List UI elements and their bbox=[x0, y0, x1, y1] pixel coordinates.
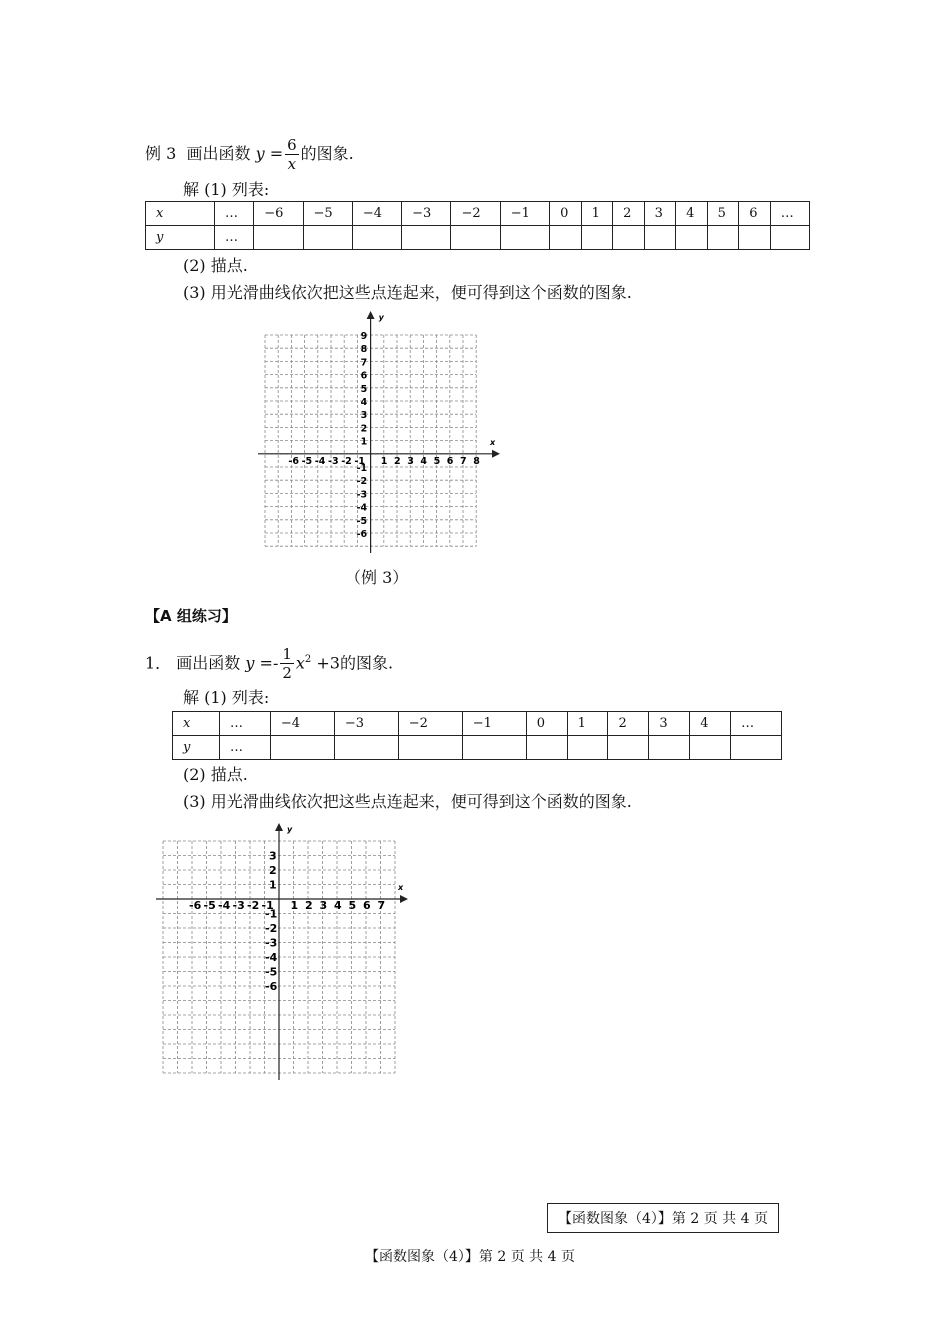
y-tick-label: 6 bbox=[360, 370, 368, 382]
table-cell: 0 bbox=[550, 202, 582, 226]
example3-caption: （例 3） bbox=[345, 568, 409, 587]
x-tick-label: -1 bbox=[354, 455, 365, 467]
table-cell bbox=[270, 736, 334, 760]
exercise1-denominator: 2 bbox=[282, 664, 292, 683]
y-axis-label: y bbox=[378, 313, 384, 322]
table-cell: −2 bbox=[398, 712, 462, 736]
example3-y-row bbox=[146, 226, 810, 250]
table-cell bbox=[398, 736, 462, 760]
y-tick-label: -1 bbox=[265, 907, 278, 921]
table-cell: −3 bbox=[402, 202, 451, 226]
x-tick-label: -4 bbox=[218, 899, 231, 912]
table-cell bbox=[739, 226, 771, 250]
exercise1-equals: =- bbox=[259, 653, 279, 673]
table-row-header-x: x bbox=[173, 712, 220, 736]
table-cell: 2 bbox=[608, 712, 649, 736]
section-a-title: 【A 组练习】 bbox=[145, 607, 237, 625]
table-cell: 3 bbox=[649, 712, 690, 736]
table-cell bbox=[526, 736, 567, 760]
footer-page-box: 【函数图象（4）】第 2 页 共 4 页 bbox=[547, 1203, 779, 1233]
table-cell: … bbox=[220, 712, 271, 736]
table-cell: 4 bbox=[676, 202, 708, 226]
y-tick-label: -2 bbox=[356, 476, 368, 488]
table-cell: … bbox=[770, 202, 809, 226]
exercise1-coordinate-grid bbox=[150, 818, 420, 1083]
table-cell: … bbox=[731, 712, 782, 736]
example3-denominator: x bbox=[287, 155, 297, 173]
x-tick-label: -2 bbox=[247, 899, 260, 912]
exercise1-x-row bbox=[173, 712, 782, 736]
table-cell bbox=[731, 736, 782, 760]
y-tick-label: 3 bbox=[269, 849, 277, 863]
x-tick-label: 4 bbox=[420, 455, 428, 467]
example3-label: 例 3 bbox=[145, 144, 177, 163]
table-cell: 3 bbox=[644, 202, 676, 226]
table-cell: 5 bbox=[707, 202, 739, 226]
table-cell: −2 bbox=[451, 202, 500, 226]
y-axis-arrow-icon bbox=[275, 823, 283, 831]
table-cell bbox=[770, 226, 809, 250]
exercise1-heading bbox=[145, 640, 394, 683]
x-tick-label: 2 bbox=[305, 899, 313, 912]
table-cell bbox=[451, 226, 500, 250]
exercise1-suffix: 的图象. bbox=[339, 653, 394, 673]
exercise1-prefix: 画出函数 bbox=[176, 653, 241, 673]
table-cell bbox=[352, 226, 401, 250]
x-tick-label: 3 bbox=[407, 455, 414, 467]
y-tick-label: 4 bbox=[360, 397, 368, 408]
y-tick-label: -3 bbox=[265, 936, 278, 950]
table-cell bbox=[567, 736, 608, 760]
example3-suffix: 的图象. bbox=[300, 144, 354, 163]
exercise1-label: 1． bbox=[145, 653, 172, 673]
table-row-header-x: x bbox=[146, 202, 215, 226]
x-tick-label: 8 bbox=[473, 455, 480, 467]
y-tick-label: -6 bbox=[356, 529, 368, 540]
x-tick-label: -4 bbox=[314, 455, 326, 467]
table-cell bbox=[613, 226, 645, 250]
table-cell: 4 bbox=[690, 712, 731, 736]
example3-step2: (2) 描点. bbox=[183, 256, 248, 275]
x-tick-label: 6 bbox=[446, 455, 454, 467]
y-axis-arrow-icon bbox=[367, 311, 375, 319]
x-tick-label: -5 bbox=[203, 899, 216, 912]
table-cell: −1 bbox=[462, 712, 526, 736]
table-cell: −3 bbox=[334, 712, 398, 736]
x-axis-arrow-icon bbox=[492, 450, 500, 458]
exercise1-step2: (2) 描点. bbox=[183, 765, 248, 784]
example3-value-table bbox=[145, 201, 810, 250]
exercise1-fraction bbox=[280, 645, 294, 682]
table-cell: … bbox=[215, 226, 254, 250]
exercise1-y-row bbox=[173, 736, 782, 760]
y-tick-label: -5 bbox=[265, 965, 278, 979]
table-cell bbox=[303, 226, 352, 250]
example3-numerator: 6 bbox=[287, 136, 297, 154]
y-tick-label: -5 bbox=[356, 515, 368, 527]
table-cell: 6 bbox=[739, 202, 771, 226]
example3-step1: 解 (1) 列表: bbox=[183, 180, 270, 199]
y-axis-label: y bbox=[287, 825, 293, 834]
x-tick-label: 7 bbox=[377, 899, 386, 912]
table-cell bbox=[334, 736, 398, 760]
y-tick-label: 1 bbox=[269, 878, 277, 892]
y-tick-label: -1 bbox=[356, 463, 368, 474]
exercise1-x-var: x bbox=[295, 653, 305, 673]
table-cell bbox=[550, 226, 582, 250]
exercise1-value-table bbox=[172, 711, 782, 760]
x-tick-label: 1 bbox=[380, 455, 388, 467]
exercise1-exponent: 2 bbox=[304, 654, 312, 665]
table-cell: 0 bbox=[526, 712, 567, 736]
y-tick-label: -6 bbox=[265, 980, 278, 993]
table-cell: … bbox=[220, 736, 271, 760]
table-cell bbox=[500, 226, 549, 250]
table-cell: … bbox=[215, 202, 254, 226]
x-tick-label: 5 bbox=[433, 455, 441, 467]
table-row-header-y: y bbox=[146, 226, 215, 250]
example3-y-var: y bbox=[255, 144, 265, 163]
example3-x-row bbox=[146, 202, 810, 226]
example3-prefix: 画出函数 bbox=[186, 144, 251, 163]
table-cell bbox=[581, 226, 613, 250]
x-tick-label: -5 bbox=[301, 455, 313, 467]
footer-page-number: 【函数图象（4）】第 2 页 共 4 页 bbox=[365, 1249, 575, 1265]
table-cell bbox=[254, 226, 303, 250]
x-tick-label: -6 bbox=[189, 899, 202, 912]
example3-coordinate-grid bbox=[250, 308, 510, 558]
example3-equals: = bbox=[269, 144, 284, 163]
exercise1-y-var: y bbox=[245, 653, 255, 673]
table-cell: −6 bbox=[254, 202, 303, 226]
y-tick-label: 2 bbox=[269, 864, 277, 877]
x-tick-label: -6 bbox=[288, 455, 299, 467]
y-tick-label: 3 bbox=[360, 410, 368, 422]
x-tick-label: -3 bbox=[232, 899, 245, 912]
table-cell bbox=[676, 226, 708, 250]
example3-fraction bbox=[285, 136, 299, 173]
exercise1-step3: (3) 用光滑曲线依次把这些点连起来，便可得到这个函数的图象. bbox=[183, 792, 632, 811]
x-tick-label: -1 bbox=[261, 899, 274, 912]
table-cell: 1 bbox=[581, 202, 613, 226]
table-row-header-y: y bbox=[173, 736, 220, 760]
y-tick-label: 2 bbox=[360, 423, 368, 435]
y-tick-label: 9 bbox=[360, 331, 368, 342]
y-tick-label: -4 bbox=[265, 951, 278, 964]
x-tick-label: 1 bbox=[290, 899, 299, 912]
exercise1-tail: +3 bbox=[316, 653, 340, 673]
table-cell: 1 bbox=[567, 712, 608, 736]
exercise1-step1: 解 (1) 列表: bbox=[183, 688, 270, 707]
x-axis-arrow-icon bbox=[400, 895, 408, 903]
table-cell bbox=[649, 736, 690, 760]
y-tick-label: 8 bbox=[360, 344, 368, 356]
x-tick-label: 7 bbox=[460, 455, 467, 467]
x-tick-label: 5 bbox=[348, 899, 357, 912]
y-tick-label: -4 bbox=[356, 502, 368, 514]
x-tick-label: 6 bbox=[363, 899, 371, 912]
example3-heading bbox=[145, 134, 354, 174]
x-axis-label: x bbox=[490, 437, 496, 447]
table-cell bbox=[462, 736, 526, 760]
y-tick-label: -3 bbox=[356, 489, 368, 501]
table-cell: 2 bbox=[613, 202, 645, 226]
table-cell bbox=[707, 226, 739, 250]
table-cell: −4 bbox=[352, 202, 401, 226]
example3-step3: (3) 用光滑曲线依次把这些点连起来，便可得到这个函数的图象. bbox=[183, 283, 632, 302]
x-axis-label: x bbox=[398, 883, 404, 892]
x-tick-label: -3 bbox=[328, 455, 339, 467]
y-tick-label: 7 bbox=[360, 357, 368, 369]
exercise1-numerator: 1 bbox=[282, 645, 292, 664]
y-tick-label: 1 bbox=[360, 436, 368, 448]
x-tick-label: 3 bbox=[319, 899, 328, 912]
table-cell bbox=[608, 736, 649, 760]
y-tick-label: 5 bbox=[360, 383, 368, 395]
x-tick-label: -2 bbox=[341, 455, 352, 467]
table-cell: −4 bbox=[270, 712, 334, 736]
table-cell bbox=[690, 736, 731, 760]
y-tick-label: -2 bbox=[265, 922, 278, 935]
x-tick-label: 4 bbox=[334, 899, 342, 912]
table-cell bbox=[644, 226, 676, 250]
table-cell: −1 bbox=[500, 202, 549, 226]
table-cell: −5 bbox=[303, 202, 352, 226]
x-tick-label: 2 bbox=[394, 455, 401, 467]
table-cell bbox=[402, 226, 451, 250]
